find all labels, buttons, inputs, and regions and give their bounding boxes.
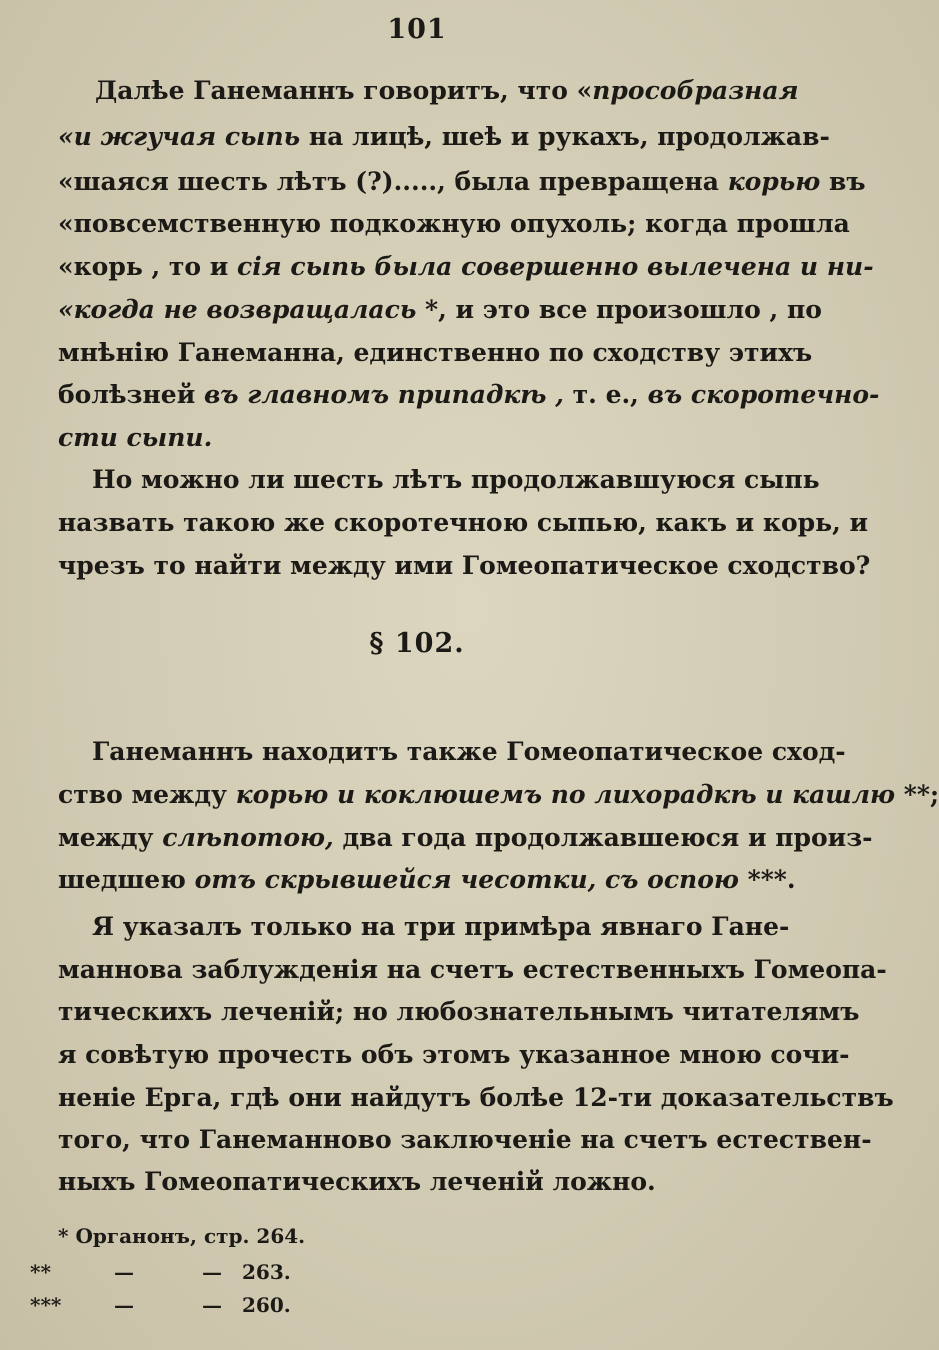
paragraph1-line9 xyxy=(58,421,212,455)
text-span: шедшею xyxy=(58,865,195,894)
footnote-dash: — xyxy=(202,1260,222,1284)
text-span: ***. xyxy=(738,865,796,894)
text-span: на лицѣ, шеѣ и рукахъ, продолжав- xyxy=(300,122,830,151)
paragraph3-line4 xyxy=(58,863,796,897)
text-span: Но можно ли шесть лѣтъ продолжавшуюся сыпь xyxy=(92,465,820,494)
text-span: т. е., xyxy=(563,380,648,409)
footnote-page: 260. xyxy=(242,1293,291,1317)
text-span: Я указалъ только на три примѣра явнаго Гане- xyxy=(92,912,790,941)
section-heading: § 102. xyxy=(369,628,465,659)
paragraph3-line2 xyxy=(58,778,939,812)
italic-span: корью xyxy=(727,167,821,196)
text-span: неніе Ерга, гдѣ они найдутъ болѣе 12-ти доказательствъ xyxy=(58,1083,894,1112)
text-span: чрезъ то найти между ими Гомеопатическое сходство? xyxy=(58,551,871,580)
text-span: «шаяся шесть лѣтъ (?)....., была превращена xyxy=(58,167,728,196)
paragraph2-line1 xyxy=(92,463,820,497)
footnote-page: 263. xyxy=(242,1260,291,1284)
footnote-mark: *** xyxy=(30,1293,62,1317)
text-span: того, что Ганеманново заключеніе на счетъ естествен- xyxy=(58,1125,872,1154)
text-span: я совѣтую прочесть объ этомъ указанное мною сочи- xyxy=(58,1040,850,1069)
footnote-mark: ** xyxy=(30,1260,51,1284)
paragraph1-line4 xyxy=(58,207,850,241)
text-span: мнѣнію Ганеманна, единственно по сходству этихъ xyxy=(58,338,813,367)
text-span: Ганеманнъ находитъ также Гомеопатическое сход- xyxy=(92,737,846,766)
text-span: «повсемственную подкожную опухоль; когда прошла xyxy=(58,209,850,238)
paragraph1-line3 xyxy=(58,165,866,199)
paragraph3-line1 xyxy=(92,735,846,769)
italic-span: корью и коклюшемъ по лихорадкѣ и кашлю xyxy=(235,780,896,809)
italic-span: «и жгучая сыпь xyxy=(58,122,301,151)
text-span: Далѣе Ганеманнъ говоритъ, что « xyxy=(95,76,593,105)
text-span: *, и это все произошло , по xyxy=(416,295,822,324)
italic-span: сія сыпь была совершенно вылечена и ни- xyxy=(237,252,874,281)
text-span: ныхъ Гомеопатическихъ леченій ложно. xyxy=(58,1167,656,1196)
paragraph4-line4 xyxy=(58,1038,850,1072)
footnote-dash: — xyxy=(114,1293,134,1317)
italic-span: сти сыпи. xyxy=(58,423,213,452)
italic-span: въ скоротечно- xyxy=(647,380,880,409)
text-span: **; xyxy=(895,780,939,809)
paragraph4-line2 xyxy=(58,953,887,987)
paragraph1-line8 xyxy=(58,378,880,412)
page-number: 101 xyxy=(387,14,447,45)
paragraph4-line3 xyxy=(58,995,860,1029)
paragraph4-line5 xyxy=(58,1081,894,1115)
paragraph2-line2 xyxy=(58,506,869,540)
paragraph1-line6 xyxy=(58,293,822,327)
footnote-text: Органонъ, стр. 264. xyxy=(75,1224,306,1248)
footnote-3 xyxy=(30,1291,330,1319)
paragraph1-line1 xyxy=(95,74,799,108)
footnote-dash: — xyxy=(114,1260,134,1284)
text-span: тическихъ леченій; но любознательнымъ читателямъ xyxy=(58,997,860,1026)
text-span: два года продолжавшеюся и произ- xyxy=(333,823,873,852)
footnote-mark: * xyxy=(58,1224,69,1248)
paragraph1-line5 xyxy=(58,250,874,284)
text-span: назвать такою же скоротечною сыпью, какъ и корь, и xyxy=(58,508,869,537)
italic-span: слѣпотою, xyxy=(162,823,334,852)
paragraph4-line7 xyxy=(58,1165,656,1199)
footnote-2 xyxy=(30,1258,330,1286)
paragraph3-line3 xyxy=(58,821,873,855)
text-span: маннова заблужденія на счетъ естественныхъ Гомеопа- xyxy=(58,955,887,984)
italic-span: въ главномъ припадкѣ , xyxy=(203,380,564,409)
paragraph4-line1 xyxy=(92,910,790,944)
footnote-1 xyxy=(58,1222,358,1250)
italic-span: прособразная xyxy=(592,76,799,105)
paragraph2-line3 xyxy=(58,549,871,583)
text-span: между xyxy=(58,823,163,852)
paragraph1-line2 xyxy=(58,120,830,154)
italic-span: отъ скрывшейся чесотки, съ оспою xyxy=(194,865,739,894)
text-span: болѣзней xyxy=(58,380,204,409)
paragraph4-line6 xyxy=(58,1123,872,1157)
paragraph1-line7 xyxy=(58,336,813,370)
text-span: «корь , то и xyxy=(58,252,238,281)
text-span: ство между xyxy=(58,780,236,809)
italic-span: «когда не возвращалась xyxy=(58,295,417,324)
footnote-dash: — xyxy=(202,1293,222,1317)
text-span: въ xyxy=(820,167,866,196)
